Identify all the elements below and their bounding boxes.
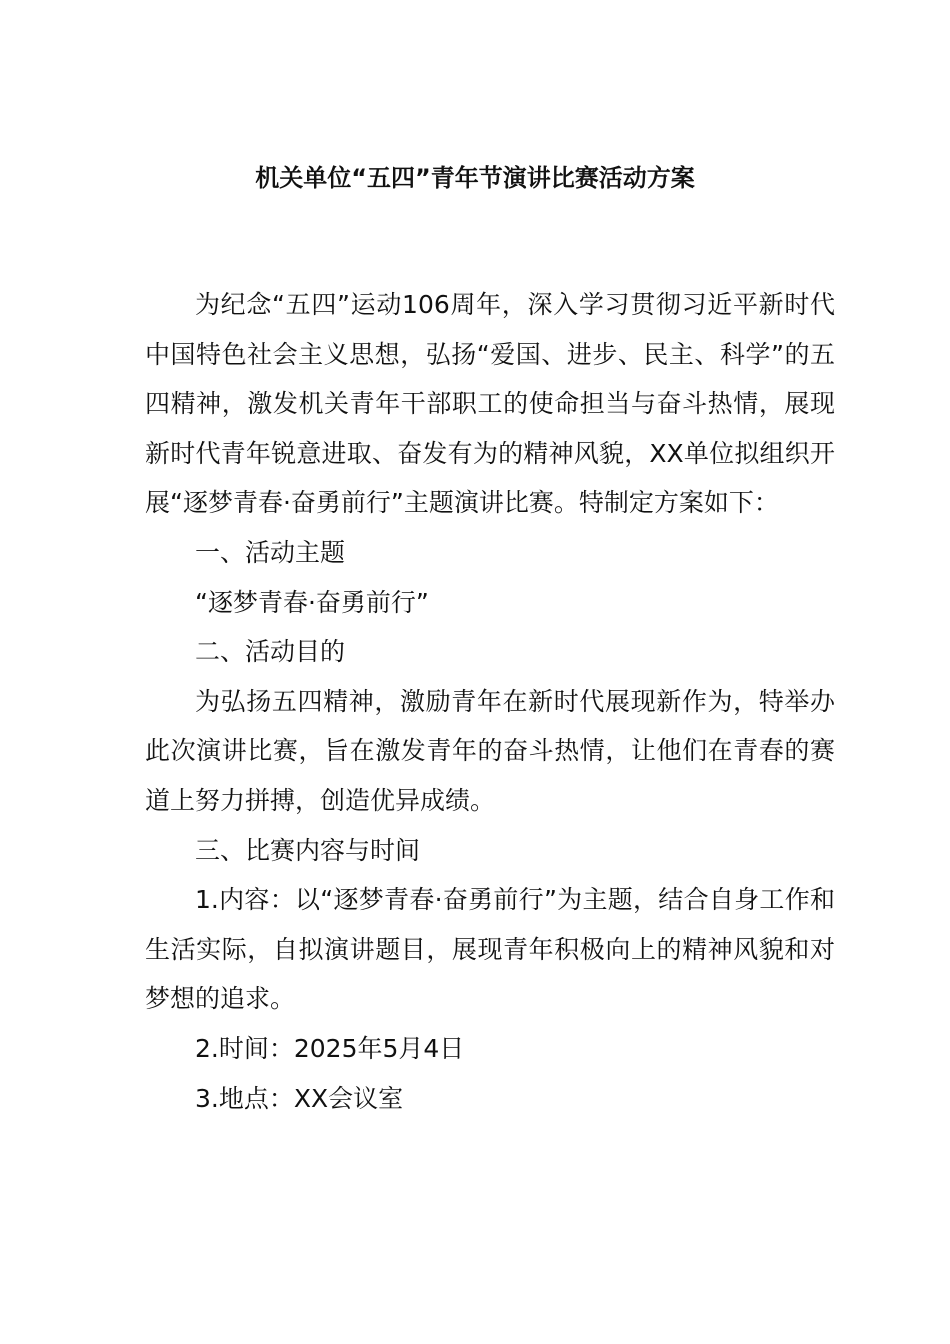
intro-paragraph: 为纪念“五四”运动106周年，深入学习贯彻习近平新时代中国特色社会主义思想，弘扬“爱国、进步、民主、科学”的五四精神，激发机关青年干部职工的使命担当与奋斗热情，展现新时代青年锐意进取、奋发有为的精神风貌，XX单位拟组织开展“逐梦青春·奋勇前行”主题演讲比赛。特制定方案如下：: [145, 290, 835, 518]
section-heading-purpose: 二、活动目的: [195, 637, 346, 667]
content-item: 1.内容：以“逐梦青春·奋勇前行”为主题，结合自身工作和生活实际，自拟演讲题目，展现青年积极向上的精神风貌和对梦想的追求。: [145, 885, 835, 1014]
section-heading-content-time: 三、比赛内容与时间: [195, 835, 421, 865]
theme-text: “逐梦青春·奋勇前行”: [195, 587, 429, 617]
document-title: 机关单位“五四”青年节演讲比赛活动方案: [255, 164, 695, 192]
document-body: [145, 280, 835, 1123]
section-heading-theme: 一、活动主题: [195, 537, 346, 567]
location-item: 3.地点：XX会议室: [195, 1083, 404, 1113]
time-item: 2.时间：2025年5月4日: [195, 1033, 465, 1063]
purpose-paragraph: 为弘扬五四精神，激励青年在新时代展现新作为，特举办此次演讲比赛，旨在激发青年的奋斗热情，让他们在青春的赛道上努力拼搏，创造优异成绩。: [145, 686, 835, 815]
